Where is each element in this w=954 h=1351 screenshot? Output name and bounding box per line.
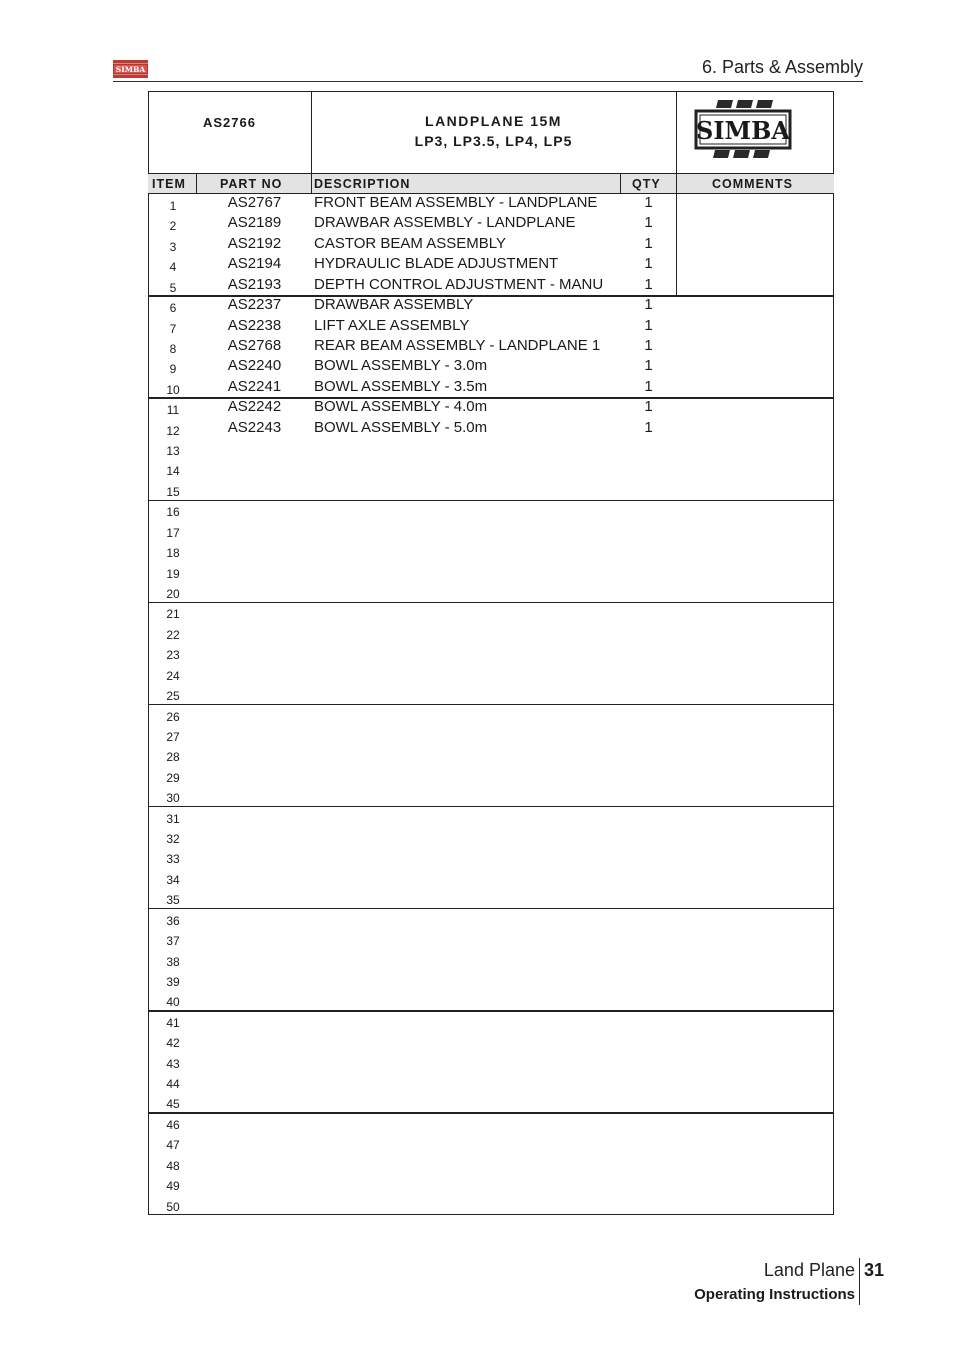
table-row <box>149 521 833 541</box>
assembly-code: AS2766 <box>203 115 256 130</box>
table-row <box>149 1195 833 1215</box>
part-quantity: 1 <box>644 336 653 354</box>
item-number: 4 <box>169 260 177 275</box>
item-number: 46 <box>166 1117 180 1132</box>
part-number: AS2241 <box>227 377 282 395</box>
table-row <box>149 705 833 725</box>
part-description: FRONT BEAM ASSEMBLY - LANDPLANE <box>314 194 598 211</box>
table-row <box>149 1092 833 1112</box>
item-number: 14 <box>166 464 180 479</box>
part-quantity: 1 <box>644 418 653 436</box>
part-number: AS2193 <box>227 275 282 293</box>
item-number: 45 <box>166 1097 180 1112</box>
item-number: 36 <box>166 913 180 928</box>
table-row <box>149 786 833 806</box>
table-row <box>149 745 833 765</box>
table-row <box>149 950 833 970</box>
table-row <box>149 725 833 745</box>
item-number: 11 <box>166 403 180 418</box>
item-number: 35 <box>166 893 180 908</box>
item-number: 48 <box>166 1158 180 1173</box>
title-divider-2 <box>676 91 677 174</box>
item-number: 28 <box>166 750 180 765</box>
table-row <box>149 664 833 684</box>
table-row <box>149 643 833 663</box>
part-number: AS2189 <box>227 214 282 232</box>
item-number: 44 <box>166 1077 180 1092</box>
footer-doc-title: Land Plane <box>763 1260 855 1280</box>
table-row <box>149 194 833 214</box>
table-row <box>149 439 833 459</box>
table-row <box>149 766 833 786</box>
table-row <box>149 623 833 643</box>
part-description: DRAWBAR ASSEMBLY <box>314 296 474 314</box>
col-divider-item <box>196 174 197 194</box>
part-description: LIFT AXLE ASSEMBLY <box>314 316 470 334</box>
table-row <box>149 990 833 1010</box>
table-row <box>149 847 833 867</box>
small-logo-text: SIMBA <box>115 65 146 74</box>
assembly-title: LANDPLANE 15M <box>425 113 562 129</box>
item-number: 7 <box>169 321 177 336</box>
table-row <box>149 1154 833 1174</box>
item-number: 37 <box>166 934 180 949</box>
col-divider-desc <box>620 174 621 194</box>
table-row <box>149 500 833 520</box>
item-number: 3 <box>169 239 177 254</box>
table-row <box>149 398 833 418</box>
part-description: BOWL ASSEMBLY - 3.5m <box>314 377 488 395</box>
item-number: 34 <box>166 872 180 887</box>
item-number: 31 <box>166 811 180 826</box>
table-row <box>149 276 833 296</box>
part-quantity: 1 <box>644 234 653 252</box>
col-description: DESCRIPTION <box>314 177 411 191</box>
part-quantity: 1 <box>644 357 653 375</box>
item-number: 10 <box>166 382 180 397</box>
table-row <box>149 419 833 439</box>
table-row <box>149 1113 833 1133</box>
item-number: 22 <box>166 627 180 642</box>
part-description: DRAWBAR ASSEMBLY - LANDPLANE <box>314 214 576 232</box>
item-number: 2 <box>169 219 177 234</box>
assembly-models: LP3, LP3.5, LP4, LP5 <box>414 133 573 149</box>
table-row <box>149 1031 833 1051</box>
part-quantity: 1 <box>644 296 653 314</box>
logo-text: SIMBA <box>695 116 791 145</box>
table-row <box>149 909 833 929</box>
item-number: 12 <box>166 423 180 438</box>
part-quantity: 1 <box>644 214 653 232</box>
table-row <box>149 684 833 704</box>
item-number: 29 <box>166 770 180 785</box>
item-number: 8 <box>169 341 177 356</box>
column-header-row <box>148 174 834 194</box>
table-row <box>149 888 833 908</box>
table-row <box>149 459 833 479</box>
part-number: AS2242 <box>227 398 282 416</box>
table-row <box>149 929 833 949</box>
table-row <box>149 235 833 255</box>
part-quantity: 1 <box>644 275 653 293</box>
footer-doc-subtitle: Operating Instructions <box>694 1286 855 1303</box>
part-number: AS2238 <box>227 316 282 334</box>
part-quantity: 1 <box>644 398 653 416</box>
table-row <box>149 541 833 561</box>
item-number: 38 <box>166 954 180 969</box>
simba-logo-small <box>113 60 148 78</box>
item-number: 49 <box>166 1179 180 1194</box>
table-row <box>149 1011 833 1031</box>
item-number: 13 <box>166 444 180 459</box>
item-number: 32 <box>166 832 180 847</box>
table-row <box>149 214 833 234</box>
part-quantity: 1 <box>644 194 653 211</box>
part-number: AS2240 <box>227 357 282 375</box>
col-part-no: PART NO <box>220 177 283 191</box>
part-description: BOWL ASSEMBLY - 5.0m <box>314 418 488 436</box>
table-row <box>149 317 833 337</box>
part-quantity: 1 <box>644 377 653 395</box>
table-row <box>149 357 833 377</box>
table-row <box>149 827 833 847</box>
part-number: AS2194 <box>227 255 282 273</box>
item-number: 42 <box>166 1036 180 1051</box>
table-row <box>149 378 833 398</box>
item-number: 40 <box>166 995 180 1010</box>
table-row <box>149 562 833 582</box>
table-row <box>149 807 833 827</box>
table-row <box>149 255 833 275</box>
item-number: 41 <box>166 1015 180 1030</box>
item-number: 39 <box>166 974 180 989</box>
item-number: 25 <box>166 689 180 704</box>
item-number: 21 <box>166 607 180 622</box>
part-description: CASTOR BEAM ASSEMBLY <box>314 234 507 252</box>
header-divider <box>113 81 863 82</box>
part-number: AS2192 <box>227 234 282 252</box>
table-row <box>149 582 833 602</box>
part-number: AS2243 <box>227 418 282 436</box>
col-divider-part <box>311 174 312 194</box>
item-number: 5 <box>169 280 177 295</box>
item-number: 1 <box>169 199 177 213</box>
item-number: 26 <box>166 709 180 724</box>
part-description: BOWL ASSEMBLY - 4.0m <box>314 398 488 416</box>
col-comments: COMMENTS <box>712 177 793 191</box>
table-row <box>149 868 833 888</box>
part-quantity: 1 <box>644 316 653 334</box>
page-number: 31 <box>864 1260 885 1280</box>
item-number: 9 <box>169 362 177 377</box>
table-row <box>149 1174 833 1194</box>
item-number: 17 <box>166 525 180 540</box>
item-number: 18 <box>166 546 180 561</box>
item-number: 43 <box>166 1056 180 1071</box>
part-number: AS2768 <box>227 336 282 354</box>
item-number: 27 <box>166 729 180 744</box>
item-number: 47 <box>166 1138 180 1153</box>
simba-logo <box>693 98 793 160</box>
item-number: 6 <box>169 301 177 316</box>
table-row <box>149 296 833 316</box>
part-description: BOWL ASSEMBLY - 3.0m <box>314 357 488 375</box>
item-number: 50 <box>166 1199 180 1214</box>
table-row <box>149 602 833 622</box>
item-number: 33 <box>166 852 180 867</box>
section-title: 6. Parts & Assembly <box>701 57 863 77</box>
col-qty: QTY <box>632 177 661 191</box>
part-description: REAR BEAM ASSEMBLY - LANDPLANE 1 <box>314 336 601 354</box>
table-row <box>149 1072 833 1092</box>
part-number: AS2237 <box>227 296 282 314</box>
item-number: 24 <box>166 668 180 683</box>
item-number: 20 <box>166 586 180 601</box>
item-number: 16 <box>166 505 180 520</box>
part-description: DEPTH CONTROL ADJUSTMENT - MANU <box>314 275 604 293</box>
table-row <box>149 337 833 357</box>
footer-divider <box>859 1258 860 1305</box>
table-row <box>149 1052 833 1072</box>
table-row <box>149 1133 833 1153</box>
item-number: 15 <box>166 484 180 499</box>
col-item: ITEM <box>152 177 186 191</box>
item-number: 23 <box>166 648 180 663</box>
table-row <box>149 480 833 500</box>
part-quantity: 1 <box>644 255 653 273</box>
item-number: 30 <box>166 791 180 806</box>
table-row <box>149 970 833 990</box>
part-number: AS2767 <box>227 194 282 211</box>
part-description: HYDRAULIC BLADE ADJUSTMENT <box>314 255 559 273</box>
item-number: 19 <box>166 566 180 581</box>
